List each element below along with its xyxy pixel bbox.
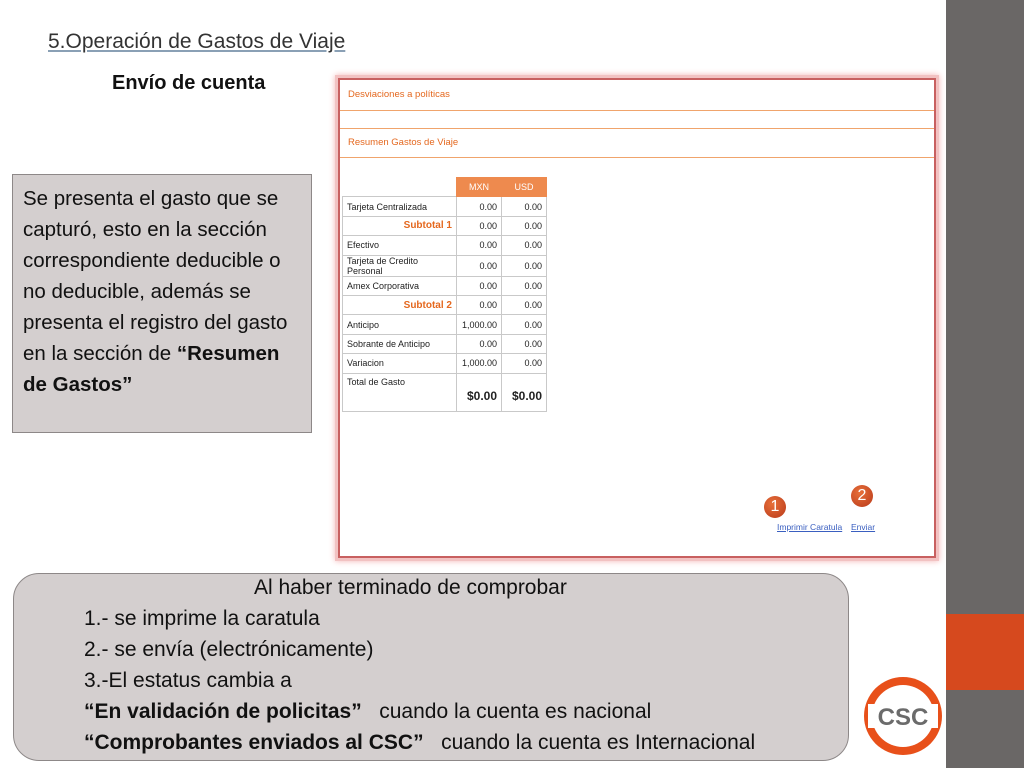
row-mxn: $0.00 xyxy=(457,373,502,411)
embedded-screenshot xyxy=(338,78,936,558)
row-mxn: 0.00 xyxy=(457,236,502,255)
step-badge-2: 2 xyxy=(851,485,873,507)
row-label: Efectivo xyxy=(343,236,457,255)
row-usd: 0.00 xyxy=(502,197,547,216)
row-mxn: 0.00 xyxy=(457,197,502,216)
table-row xyxy=(343,236,547,255)
header-mxn: MXN xyxy=(457,178,502,197)
row-label: Tarjeta Centralizada xyxy=(343,197,457,216)
left-note-box xyxy=(12,174,312,433)
left-note-emphasis: “Resumen de Gastos” xyxy=(23,342,280,396)
row-usd: 0.00 xyxy=(502,216,547,235)
send-link[interactable]: Enviar xyxy=(851,522,876,532)
section-divider xyxy=(340,110,934,111)
table-row xyxy=(343,276,547,295)
section-resumen-title: Resumen Gastos de Viaje xyxy=(348,137,459,148)
bottom-note-line xyxy=(84,700,651,724)
header-usd: USD xyxy=(502,178,547,197)
csc-logo-text: CSC xyxy=(877,704,929,731)
bottom-note-box xyxy=(13,573,849,761)
section-divider xyxy=(340,157,934,158)
table-row-total xyxy=(343,373,547,411)
row-label: Sobrante de Anticipo xyxy=(343,334,457,353)
left-note-text: Se presenta el gasto que se capturó, esto en la sección correspondiente deducible o no deducible, además se presenta el registro del gasto en la sección de xyxy=(23,187,288,365)
table-header-blank xyxy=(343,178,457,197)
row-label-subtotal: Subtotal 2 xyxy=(343,295,457,314)
slide-title-text: 5.Operación de Gastos de Viaje xyxy=(48,30,346,53)
table-row xyxy=(343,216,547,235)
right-sidebar-accent xyxy=(946,614,1024,690)
row-label-subtotal: Subtotal 1 xyxy=(343,216,457,235)
bottom-note-line: 2.- se envía (electrónicamente) xyxy=(84,638,374,661)
row-label: Amex Corporativa xyxy=(343,276,457,295)
row-usd: 0.00 xyxy=(502,315,547,334)
bottom-note-line xyxy=(84,731,755,755)
status-international-desc: cuando la cuenta es Internacional xyxy=(423,731,756,754)
row-label: Tarjeta de Credito Personal xyxy=(343,255,457,276)
bottom-note-line: Al haber terminado de comprobar xyxy=(254,576,567,599)
status-international-label: “Comprobantes enviados al CSC” xyxy=(84,731,424,754)
row-usd: 0.00 xyxy=(502,354,547,373)
bottom-note-line: 3.-El estatus cambia a xyxy=(84,669,292,692)
row-usd: 0.00 xyxy=(502,276,547,295)
row-mxn: 1,000.00 xyxy=(457,315,502,334)
table-row xyxy=(343,295,547,314)
gastos-table xyxy=(342,177,547,412)
row-usd: 0.00 xyxy=(502,236,547,255)
row-label: Variacion xyxy=(343,354,457,373)
section-desviaciones-title: Desviaciones a políticas xyxy=(348,89,450,100)
row-mxn: 0.00 xyxy=(457,295,502,314)
table-row xyxy=(343,315,547,334)
section-divider xyxy=(340,128,934,129)
step-badge-1: 1 xyxy=(764,496,786,518)
row-mxn: 0.00 xyxy=(457,334,502,353)
table-row xyxy=(343,197,547,216)
row-usd: 0.00 xyxy=(502,334,547,353)
slide-subtitle: Envío de cuenta xyxy=(112,72,266,94)
table-row xyxy=(343,334,547,353)
row-usd: 0.00 xyxy=(502,295,547,314)
row-mxn: 0.00 xyxy=(457,216,502,235)
slide-title xyxy=(48,30,345,54)
row-label: Total de Gasto xyxy=(343,373,457,411)
status-national-desc: cuando la cuenta es nacional xyxy=(361,700,652,723)
status-national-label: “En validación de policitas” xyxy=(84,700,362,723)
print-caratula-link[interactable]: Imprimir Caratula xyxy=(777,522,843,532)
bottom-note-line: 1.- se imprime la caratula xyxy=(84,607,320,630)
row-mxn: 0.00 xyxy=(457,276,502,295)
csc-logo xyxy=(858,676,948,756)
row-usd: $0.00 xyxy=(502,373,547,411)
row-label: Anticipo xyxy=(343,315,457,334)
row-mxn: 1,000.00 xyxy=(457,354,502,373)
table-header-row xyxy=(343,178,547,197)
table-row xyxy=(343,354,547,373)
row-usd: 0.00 xyxy=(502,255,547,276)
table-row xyxy=(343,255,547,276)
row-mxn: 0.00 xyxy=(457,255,502,276)
